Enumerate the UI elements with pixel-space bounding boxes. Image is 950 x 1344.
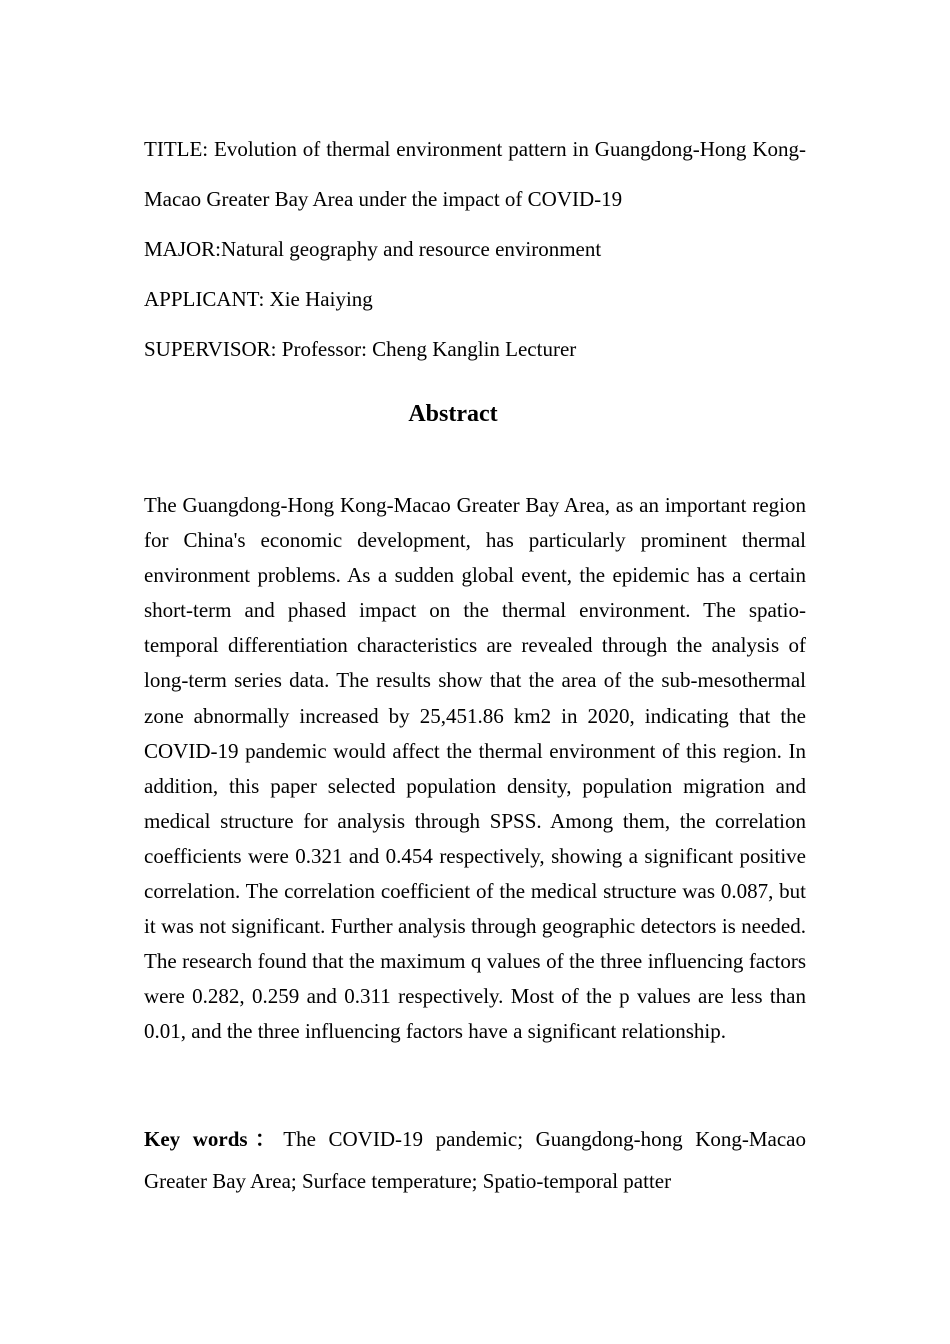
thesis-major: MAJOR:Natural geography and resource environment [144, 237, 602, 261]
document-page [144, 124, 806, 1193]
abstract-body: The Guangdong-Hong Kong-Macao Greater Bay Area, as an important region for China's economic development, has particularly prominent thermal environment problems. As a sudden global event, the epidemic has a certain short-term and phased impact on the thermal environment. The spatio-temporal differentiation characteristics are revealed through the analysis of long-term series data. The results show that the area of the sub-mesothermal zone abnormally increased by 25,451.86 km2 in 2020, indicating that the COVID-19 pandemic would affect the thermal environment of this region. In addition, this paper selected population density, population migration and medical structure for analysis through SPSS. Among them, the correlation coefficients were 0.321 and 0.454 respectively, showing a significant positive correlation. The correlation coefficient of the medical structure was 0.087, but it was not significant. Further analysis through geographic detectors is needed. The research found that the maximum q values of the three influencing factors were 0.282, 0.259 and 0.311 respectively. Most of the p values are less than 0.01, and the three influencing factors have a significant relationship. [144, 493, 806, 1044]
thesis-supervisor: SUPERVISOR: Professor: Cheng Kanglin Lecturer [144, 337, 577, 361]
thesis-applicant: APPLICANT: Xie Haiying [144, 287, 373, 311]
keywords-text: The COVID-19 pandemic; Guangdong-hong Kong-Macao Greater Bay Area; Surface temperature; Spatio-temporal patter [144, 1127, 806, 1193]
keywords-label: Key words： [144, 1127, 284, 1151]
keywords-paragraph [144, 1118, 806, 1202]
thesis-title: TITLE: Evolution of thermal environment pattern in Guangdong-Hong Kong-Macao Greater Bay Area under the impact of COVID-19 [144, 137, 806, 211]
abstract-heading: Abstract [408, 401, 498, 427]
